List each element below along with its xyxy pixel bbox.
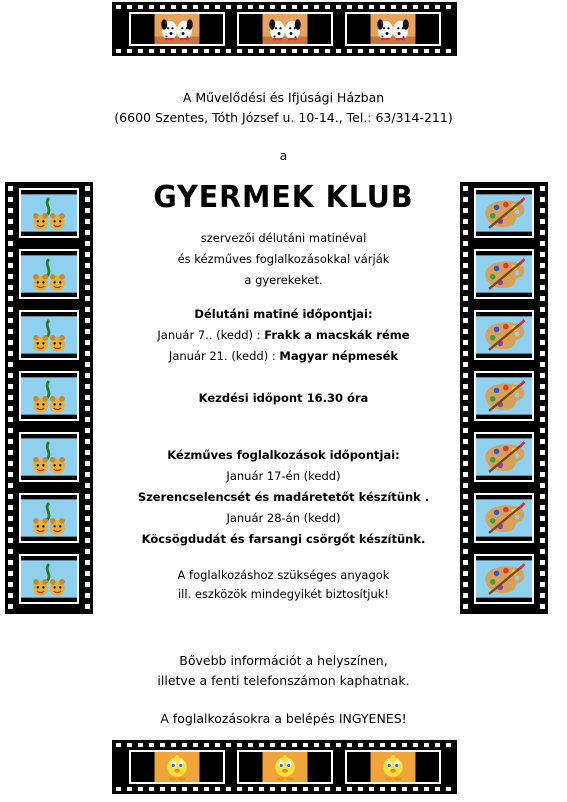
dalmatian-frame	[237, 12, 333, 46]
page-title: GYERMEK KLUB	[153, 180, 414, 215]
intro-line: és kézműves foglalkozásokkal várják	[177, 252, 390, 266]
matinee-heading: Délutáni matiné időpontjai:	[194, 307, 373, 321]
crafts-activity: Szerencselencsét és madáretetőt készítünk .	[137, 490, 430, 504]
crafts-date: Január 17-én (kedd)	[226, 469, 341, 483]
matinee-date: Január 21. (kedd) :	[168, 349, 276, 363]
materials-line: A foglalkozáshoz szükséges anyagok	[177, 568, 390, 582]
matinee-title: Magyar népmesék	[279, 349, 399, 363]
dalmatian-frame	[129, 12, 225, 46]
connector-text: a	[279, 148, 288, 163]
venue-name: A Művelődési és Ifjúsági Házban	[182, 90, 385, 105]
venue-address: (6600 Szentes, Tóth József u. 10-14., Tel.: 63/314-211)	[114, 110, 453, 125]
tweety-image	[347, 752, 439, 782]
tweety-frame	[237, 750, 333, 784]
tweety-frame	[345, 750, 441, 784]
dalmatian-image	[131, 14, 223, 44]
tweety-frame	[129, 750, 225, 784]
tweety-image	[239, 752, 331, 782]
matinee-item	[0, 326, 567, 345]
top-film-strip	[112, 2, 457, 56]
materials-line: ill. eszközök mindegyikét biztosítjuk!	[177, 587, 390, 601]
info-line: illetve a fenti telefonszámon kaphatnak.	[157, 673, 410, 688]
matinee-date: Január 7.. (kedd) :	[157, 328, 261, 342]
tweety-image	[131, 752, 223, 782]
dalmatian-image	[239, 14, 331, 44]
matinee-title: Frakk a macskák réme	[264, 328, 410, 342]
crafts-heading: Kézműves foglalkozások időpontjai:	[167, 448, 400, 462]
dalmatian-frame	[345, 12, 441, 46]
crafts-date: Január 28-án (kedd)	[226, 511, 341, 525]
dalmatian-image	[347, 14, 439, 44]
crafts-activity: Köcsögdudát és farsangi csörgőt készítünk.	[141, 532, 426, 546]
free-entry-notice: A foglalkozásokra a belépés INGYENES!	[160, 711, 407, 726]
intro-line: a gyerekeket.	[244, 273, 323, 287]
matinee-item	[0, 347, 567, 366]
info-line: Bővebb információt a helyszínen,	[179, 653, 388, 668]
start-time: Kezdési időpont 16.30 óra	[198, 391, 369, 405]
intro-line: szervezői délutáni matinéval	[200, 231, 367, 245]
bottom-film-strip	[112, 740, 457, 794]
